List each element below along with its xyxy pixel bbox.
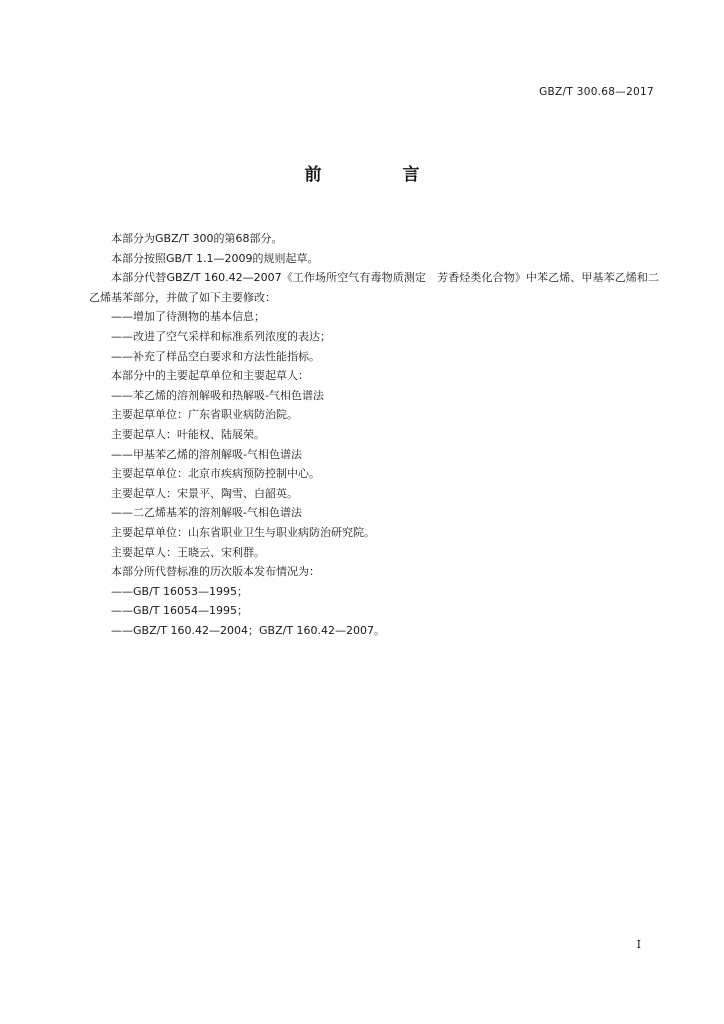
list-item: ——增加了待测物的基本信息；: [111, 310, 265, 324]
paragraph: 本部分所代替标准的历次版本发布情况为：: [111, 565, 320, 579]
foreword-body: [89, 229, 659, 640]
paragraph: 主要起草人：王晓云、宋利群。: [111, 545, 265, 559]
paragraph: 主要起草单位：广东省职业病防治院。: [111, 408, 298, 422]
paragraph: 本部分按照GB/T 1.1—2009的规则起草。: [111, 251, 319, 265]
document-code: GBZ/T 300.68—2017: [539, 86, 654, 98]
paragraph: 主要起草单位：北京市疾病预防控制中心。: [111, 467, 320, 481]
paragraph: 主要起草人：叶能权、陆展荣。: [111, 427, 265, 441]
list-item: ——GBZ/T 160.42—2004；GBZ/T 160.42—2007。: [111, 623, 386, 637]
page-title: 前 言: [304, 165, 452, 185]
paragraph: 本部分中的主要起草单位和主要起草人：: [111, 369, 309, 383]
list-item: ——GB/T 16054—1995；: [111, 604, 248, 618]
paragraph: 主要起草人：宋景平、陶雪、白韶英。: [111, 486, 298, 500]
paragraph: 本部分代替GBZ/T 160.42—2007《工作场所空气有毒物质测定 芳香烃类化合物》中苯乙烯、甲基苯乙烯和二乙烯基苯部分，并做了如下主要修改：: [89, 271, 659, 304]
list-item: ——二乙烯基苯的溶剂解吸-气相色谱法: [111, 506, 302, 520]
list-item: ——GB/T 16053—1995；: [111, 584, 248, 598]
paragraph: 主要起草单位：山东省职业卫生与职业病防治研究院。: [111, 525, 375, 539]
list-item: ——补充了样品空白要求和方法性能指标。: [111, 349, 320, 363]
page-number: I: [636, 938, 641, 951]
list-item: ——苯乙烯的溶剂解吸和热解吸-气相色谱法: [111, 388, 324, 402]
list-item: ——甲基苯乙烯的溶剂解吸-气相色谱法: [111, 447, 302, 461]
paragraph: 本部分为GBZ/T 300的第68部分。: [111, 232, 283, 245]
list-item: ——改进了空气采样和标准系列浓度的表达；: [111, 329, 331, 343]
